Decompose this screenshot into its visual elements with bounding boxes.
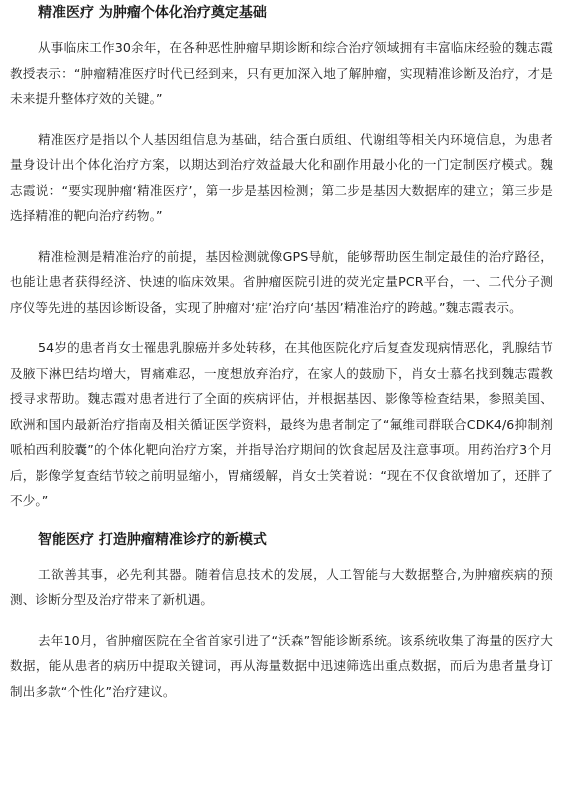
paragraph: 从事临床工作30余年，在各种恶性肿瘤早期诊断和综合治疗领域拥有丰富临床经验的魏志霞教授表示：“肿瘤精准医疗时代已经到来，只有更加深入地了解肿瘤，实现精准诊断及治疗，才是未来提升整体疗效的关键。” [10,40,553,106]
paragraph: 精准检测是精准治疗的前提，基因检测就像GPS导航，能够帮助医生制定最佳的治疗路径，也能让患者获得经济、快速的临床效果。省肿瘤医院引进的荧光定量PCR平台，一、二代分子测序仪等先进的基因诊断设备，实现了肿瘤对‘症’治疗向‘基因’精准治疗的跨越。”魏志霞表示。 [10,248,553,315]
paragraph: 精准医疗是指以个人基因组信息为基础，结合蛋白质组、代谢组等相关内环境信息，为患者量身设计出个体化治疗方案，以期达到治疗效益最大化和副作用最小化的一门定制医疗模式。魏志霞说：“要实现肿瘤‘精准医疗’，第一步是基因检测；第二步是基因大数据库的建立；第三步是选择精准的靶向治疗药物。” [10,131,553,223]
section-heading-precision-medicine: 精准医疗 为肿瘤个体化治疗奠定基础 [38,5,267,21]
paragraph: 54岁的患者肖女士罹患乳腺癌并多处转移，在其他医院化疗后复查发现病情恶化，乳腺结节及腋下淋巴结均增大，胃痛难忍，一度想放弃治疗，在家人的鼓励下，肖女士慕名找到魏志霞教授寻求帮助。魏志霞对患者进行了全面的疾病评估，并根据基因、影像等检查结果，参照美国、欧洲和国内最新治疗指南及相关循证医学资料，最终为患者制定了“氟维司群联合CDK4/6抑制剂哌柏西利胶囊”的个体化靶向治疗方案，并指导治疗期间的饮食起居及注意事项。用药治疗3个月后，影像学复查结节较之前明显缩小，胃痛缓解，肖女士笑着说：“现在不仅食欲增加了，还胖了不少。” [10,340,553,508]
paragraph: 去年10月，省肿瘤医院在全省首家引进了“沃森”智能诊断系统。该系统收集了海量的医疗大数据，能从患者的病历中提取关键词，再从海量数据中迅速筛选出重点数据，而后为患者量身订制出多款“个性化”治疗建议。 [10,632,553,699]
section-heading-smart-medicine: 智能医疗 打造肿瘤精准诊疗的新模式 [38,531,267,548]
paragraph: 工欲善其事，必先利其器。随着信息技术的发展，人工智能与大数据整合,为肿瘤疾病的预测、诊断分型及治疗带来了新机遇。 [10,566,553,607]
